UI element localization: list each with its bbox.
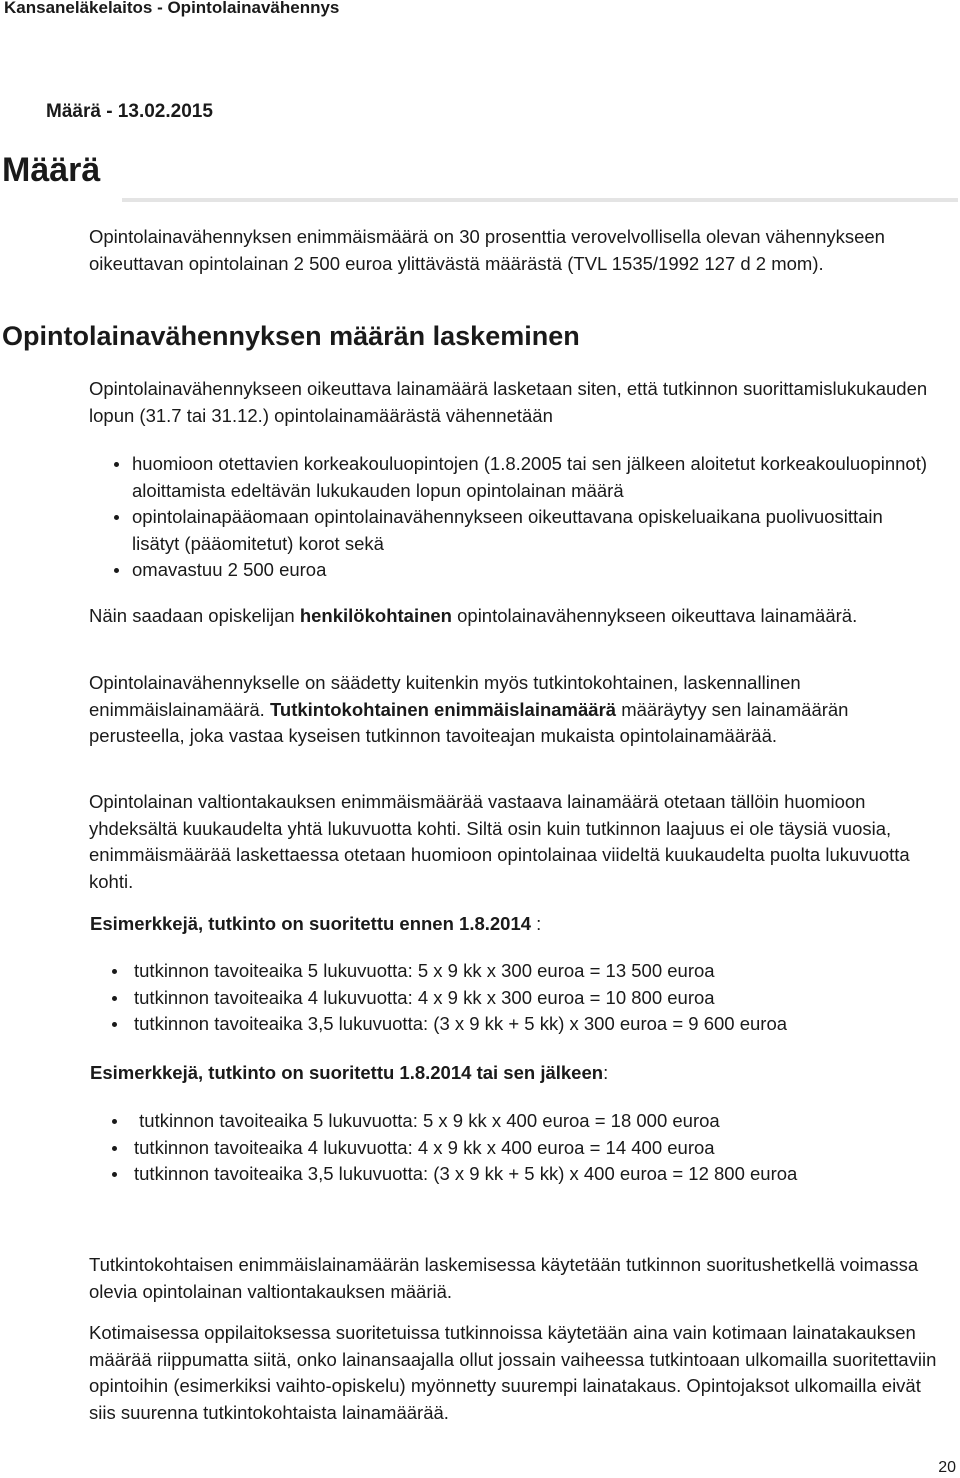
list-item: opintolainapääomaan opintolainavähennykseen oikeuttavana opiskeluaikana puolivuosittain lisätyt (pääomitetut) korot sekä <box>132 504 932 557</box>
page-title: Määrä <box>2 151 101 189</box>
examples-after-title: Esimerkkejä, tutkinto on suoritettu 1.8.2014 tai sen jälkeen <box>90 1062 604 1083</box>
text-segment: Opintolainavähennykselle on säädetty kuitenkin myös tutkintokohtainen, laskennallinen enimmäislainamäärä. <box>89 672 801 720</box>
personal-amount-paragraph <box>89 603 949 630</box>
colon: : <box>531 913 542 934</box>
list-item: tutkinnon tavoiteaika 5 lukuvuotta: 5 x 9 kk x 400 euroa = 18 000 euroa <box>134 1108 954 1135</box>
text-segment: Näin saadaan opiskelijan <box>89 605 300 626</box>
date-line: Määrä - 13.02.2015 <box>46 101 213 122</box>
intro-paragraph: Opintolainavähennyksen enimmäismäärä on 30 prosenttia verovelvollisella olevan vähennykseen oikeuttavan opintolainan 2 500 euroa ylittävästä määrästä (TVL 1535/1992 127 d 2 mom). <box>89 226 885 274</box>
list-item: tutkinnon tavoiteaika 4 lukuvuotta: 4 x 9 kk x 400 euroa = 14 400 euroa <box>134 1135 954 1162</box>
list-item: huomioon otettavien korkeakouluopintojen (1.8.2005 tai sen jälkeen aloitetut korkeakouluopinnot) aloittamista edeltävän lukukauden lopun opintolainan määrä <box>132 451 932 504</box>
emphasis-text: Tutkintokohtainen enimmäislainamäärä <box>269 698 617 720</box>
document-header: Kansaneläkelaitos - Opintolainavähennys <box>4 0 340 17</box>
closing-paragraph-1: Tutkintokohtaisen enimmäislainamäärän laskemisessa käytetään tutkinnon suoritushetkellä voimassa olevia opintolainan valtiontakauksen määriä. <box>89 1254 919 1302</box>
section-heading: Opintolainavähennyksen määrän laskeminen <box>2 321 580 351</box>
text-segment: opintolainavähennykseen oikeuttava lainamäärä. <box>451 605 858 626</box>
emphasis-text: henkilökohtainen <box>299 605 452 626</box>
examples-before-heading <box>90 911 541 937</box>
text-segment: määräytyy sen lainamäärän perusteella, joka vastaa kyseisen tutkinnon tavoiteajan mukaista opintolainamäärää. <box>89 698 849 746</box>
page-number: 20 <box>938 1459 956 1476</box>
section-lead: Opintolainavähennykseen oikeuttava lainamäärä lasketaan siten, että tutkinnon suorittamislukukauden lopun (31.7 tai 31.12.) opintolainamäärästä vähennetään <box>89 378 928 426</box>
list-item: tutkinnon tavoiteaika 4 lukuvuotta: 4 x 9 kk x 300 euroa = 10 800 euroa <box>134 985 954 1012</box>
examples-before-list <box>134 958 954 1038</box>
list-item: tutkinnon tavoiteaika 3,5 lukuvuotta: (3 x 9 kk + 5 kk) x 300 euroa = 9 600 euroa <box>134 1011 954 1038</box>
list-item: tutkinnon tavoiteaika 3,5 lukuvuotta: (3 x 9 kk + 5 kk) x 400 euroa = 12 800 euroa <box>134 1161 954 1188</box>
title-divider <box>122 198 958 202</box>
closing-paragraph-2: Kotimaisessa oppilaitoksessa suoritetuissa tutkinnoissa käytetään aina vain kotimaan lainatakauksen määrää riippumatta siitä, onko lainansaajalla ollut jossain vaiheessa tutkintoaan ulkomailla suoritettaviin opintoihin (esimerkiksi vaihto-opiskelu) myönnetty suurempi lainatakaus. Opintojaksot ulkomailla eivät siis suurenna tutkintokohtaista lainamäärää. <box>89 1322 937 1423</box>
examples-after-list <box>134 1108 954 1188</box>
examples-before-title: Esimerkkejä, tutkinto on suoritettu ennen 1.8.2014 <box>90 913 532 934</box>
guarantee-paragraph: Opintolainan valtiontakauksen enimmäismäärää vastaava lainamäärä otetaan tällöin huomioon yhdeksältä kuukaudelta yhtä lukuvuotta kohti. Siltä osin kuin tutkinnon laajuus ei ole täysiä vuosia, enimmäismäärää laskettaessa otetaan huomioon opintolainaa viideltä kuukaudelta puolta lukuvuotta kohti. <box>89 791 910 892</box>
degree-max-paragraph <box>89 670 949 750</box>
colon: : <box>603 1062 609 1083</box>
list-item: tutkinnon tavoiteaika 5 lukuvuotta: 5 x 9 kk x 300 euroa = 13 500 euroa <box>134 958 954 985</box>
deduction-list <box>132 451 932 584</box>
list-item: omavastuu 2 500 euroa <box>132 557 932 584</box>
examples-after-heading <box>90 1060 608 1086</box>
